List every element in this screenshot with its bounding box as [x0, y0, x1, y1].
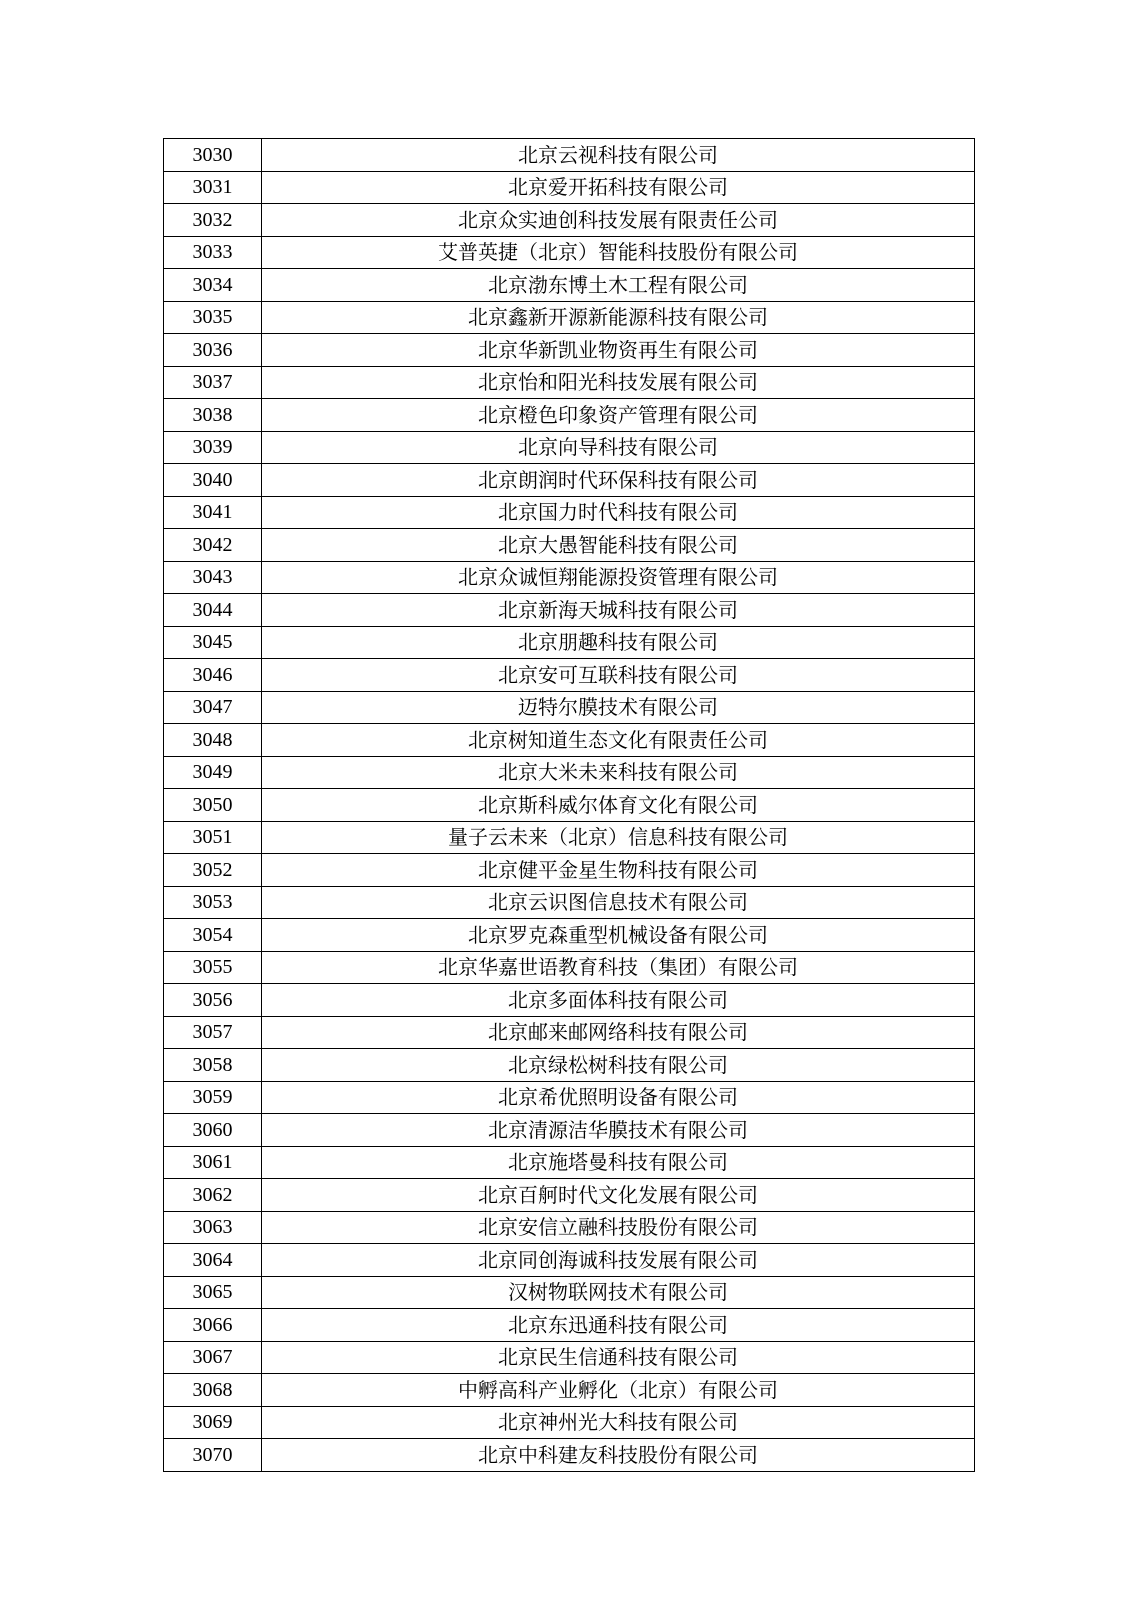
company-name-cell: 北京同创海诚科技发展有限公司 [262, 1244, 975, 1277]
row-number-cell: 3059 [164, 1081, 262, 1114]
table-row [164, 919, 975, 952]
table-row [164, 1439, 975, 1472]
row-number-cell: 3064 [164, 1244, 262, 1277]
table-row [164, 626, 975, 659]
row-number-cell: 3046 [164, 659, 262, 692]
company-name-cell: 北京中科建友科技股份有限公司 [262, 1439, 975, 1472]
company-name-cell: 北京绿松树科技有限公司 [262, 1049, 975, 1082]
company-name-cell: 北京希优照明设备有限公司 [262, 1081, 975, 1114]
row-number-cell: 3037 [164, 366, 262, 399]
company-name-cell: 北京朋趣科技有限公司 [262, 626, 975, 659]
row-number-cell: 3034 [164, 269, 262, 302]
company-name-cell: 北京华新凯业物资再生有限公司 [262, 334, 975, 367]
table-row [164, 301, 975, 334]
company-name-cell: 北京云识图信息技术有限公司 [262, 886, 975, 919]
company-name-cell: 量子云未来（北京）信息科技有限公司 [262, 821, 975, 854]
company-name-cell: 北京新海天城科技有限公司 [262, 594, 975, 627]
row-number-cell: 3030 [164, 139, 262, 172]
company-name-cell: 北京橙色印象资产管理有限公司 [262, 399, 975, 432]
table-row [164, 139, 975, 172]
table-row [164, 1244, 975, 1277]
company-name-cell: 艾普英捷（北京）智能科技股份有限公司 [262, 236, 975, 269]
row-number-cell: 3058 [164, 1049, 262, 1082]
company-name-cell: 北京朗润时代环保科技有限公司 [262, 464, 975, 497]
company-name-cell: 迈特尔膜技术有限公司 [262, 691, 975, 724]
company-name-cell: 北京清源洁华膜技术有限公司 [262, 1114, 975, 1147]
table-row [164, 269, 975, 302]
row-number-cell: 3065 [164, 1276, 262, 1309]
table-row [164, 1374, 975, 1407]
row-number-cell: 3060 [164, 1114, 262, 1147]
row-number-cell: 3063 [164, 1211, 262, 1244]
company-name-cell: 北京大愚智能科技有限公司 [262, 529, 975, 562]
row-number-cell: 3066 [164, 1309, 262, 1342]
table-row [164, 529, 975, 562]
row-number-cell: 3045 [164, 626, 262, 659]
table-row [164, 1406, 975, 1439]
row-number-cell: 3043 [164, 561, 262, 594]
company-name-cell: 北京百舸时代文化发展有限公司 [262, 1179, 975, 1212]
company-name-cell: 北京健平金星生物科技有限公司 [262, 854, 975, 887]
table-row [164, 854, 975, 887]
row-number-cell: 3036 [164, 334, 262, 367]
company-name-cell: 北京渤东博土木工程有限公司 [262, 269, 975, 302]
table-row [164, 1276, 975, 1309]
table-row [164, 236, 975, 269]
table-row [164, 691, 975, 724]
row-number-cell: 3068 [164, 1374, 262, 1407]
table-row [164, 496, 975, 529]
row-number-cell: 3039 [164, 431, 262, 464]
company-name-cell: 北京国力时代科技有限公司 [262, 496, 975, 529]
company-name-cell: 北京东迅通科技有限公司 [262, 1309, 975, 1342]
table-row [164, 334, 975, 367]
row-number-cell: 3041 [164, 496, 262, 529]
company-name-cell: 汉树物联网技术有限公司 [262, 1276, 975, 1309]
table-row [164, 464, 975, 497]
row-number-cell: 3038 [164, 399, 262, 432]
table-row [164, 1341, 975, 1374]
row-number-cell: 3047 [164, 691, 262, 724]
table-row [164, 1049, 975, 1082]
company-name-cell: 北京向导科技有限公司 [262, 431, 975, 464]
table-row [164, 756, 975, 789]
company-list-table [163, 138, 975, 1472]
company-name-cell: 北京华嘉世语教育科技（集团）有限公司 [262, 951, 975, 984]
company-name-cell: 北京大米未来科技有限公司 [262, 756, 975, 789]
table-row [164, 594, 975, 627]
table-row [164, 724, 975, 757]
company-name-cell: 北京安可互联科技有限公司 [262, 659, 975, 692]
row-number-cell: 3057 [164, 1016, 262, 1049]
row-number-cell: 3054 [164, 919, 262, 952]
row-number-cell: 3067 [164, 1341, 262, 1374]
company-name-cell: 北京怡和阳光科技发展有限公司 [262, 366, 975, 399]
company-name-cell: 北京斯科威尔体育文化有限公司 [262, 789, 975, 822]
row-number-cell: 3040 [164, 464, 262, 497]
row-number-cell: 3056 [164, 984, 262, 1017]
table-row [164, 789, 975, 822]
table-row [164, 1146, 975, 1179]
table-row [164, 951, 975, 984]
table-row [164, 431, 975, 464]
table-row [164, 659, 975, 692]
company-name-cell: 北京安信立融科技股份有限公司 [262, 1211, 975, 1244]
table-body [164, 139, 975, 1472]
company-name-cell: 北京云视科技有限公司 [262, 139, 975, 172]
table-row [164, 366, 975, 399]
table-row [164, 1211, 975, 1244]
table-row [164, 561, 975, 594]
row-number-cell: 3061 [164, 1146, 262, 1179]
company-name-cell: 北京多面体科技有限公司 [262, 984, 975, 1017]
row-number-cell: 3033 [164, 236, 262, 269]
table-row [164, 1114, 975, 1147]
company-name-cell: 北京罗克森重型机械设备有限公司 [262, 919, 975, 952]
row-number-cell: 3050 [164, 789, 262, 822]
row-number-cell: 3053 [164, 886, 262, 919]
company-name-cell: 北京树知道生态文化有限责任公司 [262, 724, 975, 757]
row-number-cell: 3044 [164, 594, 262, 627]
company-name-cell: 北京众实迪创科技发展有限责任公司 [262, 204, 975, 237]
company-name-cell: 北京众诚恒翔能源投资管理有限公司 [262, 561, 975, 594]
row-number-cell: 3048 [164, 724, 262, 757]
row-number-cell: 3032 [164, 204, 262, 237]
company-name-cell: 北京邮来邮网络科技有限公司 [262, 1016, 975, 1049]
table-row [164, 984, 975, 1017]
table-row [164, 1179, 975, 1212]
company-name-cell: 北京施塔曼科技有限公司 [262, 1146, 975, 1179]
table-row [164, 1309, 975, 1342]
table-row [164, 886, 975, 919]
table-row [164, 204, 975, 237]
row-number-cell: 3070 [164, 1439, 262, 1472]
company-name-cell: 北京爱开拓科技有限公司 [262, 171, 975, 204]
table-row [164, 821, 975, 854]
row-number-cell: 3055 [164, 951, 262, 984]
table-row [164, 1016, 975, 1049]
row-number-cell: 3031 [164, 171, 262, 204]
company-name-cell: 北京神州光大科技有限公司 [262, 1406, 975, 1439]
row-number-cell: 3062 [164, 1179, 262, 1212]
table-row [164, 171, 975, 204]
row-number-cell: 3051 [164, 821, 262, 854]
company-name-cell: 北京民生信通科技有限公司 [262, 1341, 975, 1374]
row-number-cell: 3049 [164, 756, 262, 789]
table-row [164, 399, 975, 432]
row-number-cell: 3069 [164, 1406, 262, 1439]
company-name-cell: 中孵高科产业孵化（北京）有限公司 [262, 1374, 975, 1407]
row-number-cell: 3052 [164, 854, 262, 887]
row-number-cell: 3035 [164, 301, 262, 334]
table-row [164, 1081, 975, 1114]
row-number-cell: 3042 [164, 529, 262, 562]
company-name-cell: 北京鑫新开源新能源科技有限公司 [262, 301, 975, 334]
